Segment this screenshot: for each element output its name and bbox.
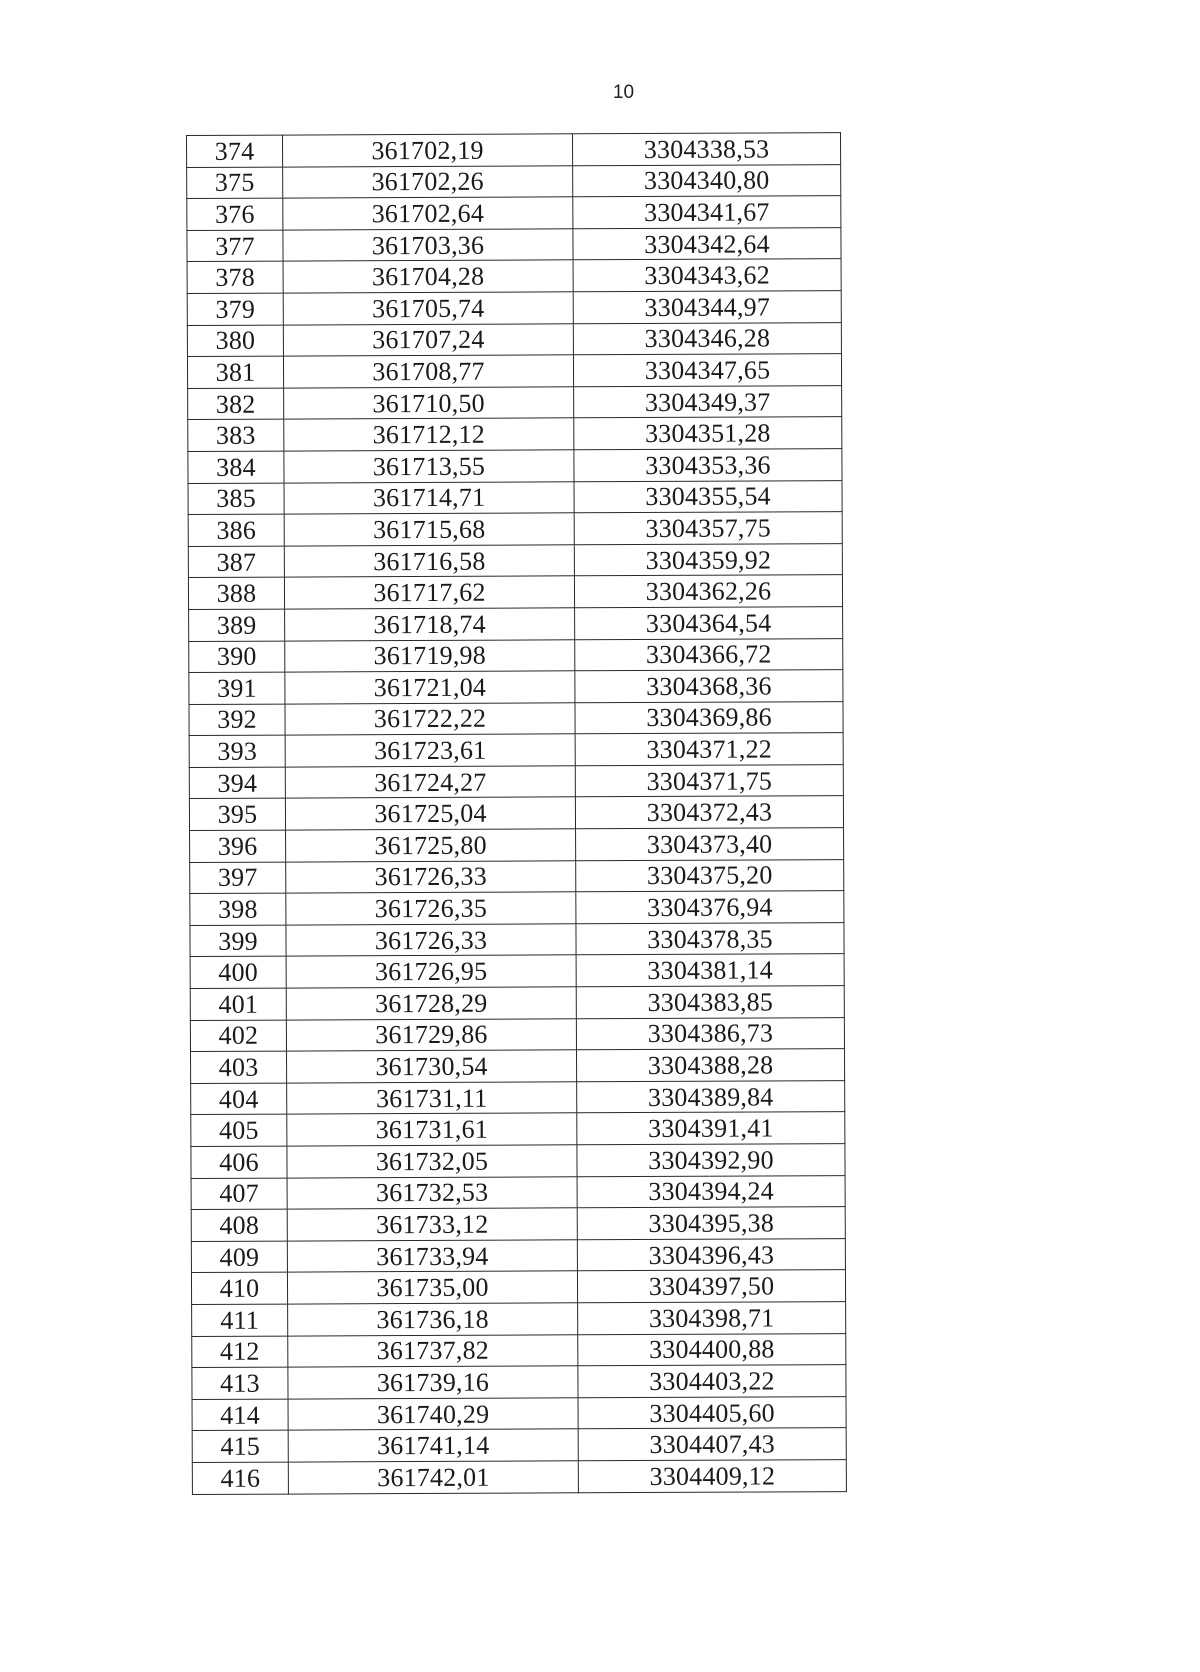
point-number-cell: 395 xyxy=(189,799,285,831)
table-row xyxy=(192,1302,846,1336)
point-number-cell: 402 xyxy=(190,1020,286,1052)
x-coordinate-cell: 361719,98 xyxy=(285,639,575,672)
y-coordinate-cell: 3304371,22 xyxy=(575,733,843,766)
point-number-cell: 375 xyxy=(187,167,283,199)
table-row xyxy=(190,922,844,956)
y-coordinate-cell: 3304371,75 xyxy=(575,765,843,798)
x-coordinate-cell: 361702,64 xyxy=(283,197,573,230)
point-number-cell: 390 xyxy=(189,641,285,673)
x-coordinate-cell: 361723,61 xyxy=(285,734,575,767)
x-coordinate-cell: 361726,35 xyxy=(286,892,576,925)
y-coordinate-cell: 3304394,24 xyxy=(577,1175,845,1208)
table-row xyxy=(192,1333,846,1367)
y-coordinate-cell: 3304362,26 xyxy=(574,575,842,608)
table-row xyxy=(191,1270,845,1304)
point-number-cell: 380 xyxy=(187,325,283,357)
point-number-cell: 392 xyxy=(189,704,285,736)
x-coordinate-cell: 361725,80 xyxy=(286,829,576,862)
x-coordinate-cell: 361703,36 xyxy=(283,229,573,262)
point-number-cell: 414 xyxy=(192,1399,288,1431)
x-coordinate-cell: 361737,82 xyxy=(288,1334,578,1367)
table-row xyxy=(187,196,841,230)
table-row xyxy=(191,1080,845,1114)
point-number-cell: 383 xyxy=(188,419,284,451)
point-number-cell: 379 xyxy=(187,293,283,325)
point-number-cell: 412 xyxy=(192,1336,288,1368)
point-number-cell: 403 xyxy=(190,1051,286,1083)
point-number-cell: 410 xyxy=(191,1272,287,1304)
x-coordinate-cell: 361728,29 xyxy=(286,987,576,1020)
x-coordinate-cell: 361715,68 xyxy=(284,513,574,546)
y-coordinate-cell: 3304373,40 xyxy=(576,828,844,861)
y-coordinate-cell: 3304347,65 xyxy=(573,354,841,387)
y-coordinate-cell: 3304366,72 xyxy=(575,638,843,671)
x-coordinate-cell: 361716,58 xyxy=(284,545,574,578)
y-coordinate-cell: 3304340,80 xyxy=(573,164,841,197)
table-row xyxy=(188,449,842,483)
x-coordinate-cell: 361731,61 xyxy=(287,1113,577,1146)
point-number-cell: 382 xyxy=(188,388,284,420)
point-number-cell: 384 xyxy=(188,451,284,483)
table-row xyxy=(187,291,841,325)
y-coordinate-cell: 3304346,28 xyxy=(573,322,841,355)
y-coordinate-cell: 3304376,94 xyxy=(576,891,844,924)
y-coordinate-cell: 3304341,67 xyxy=(573,196,841,229)
point-number-cell: 381 xyxy=(187,356,283,388)
table-row xyxy=(189,670,843,704)
y-coordinate-cell: 3304355,54 xyxy=(574,480,842,513)
point-number-cell: 404 xyxy=(191,1083,287,1115)
x-coordinate-cell: 361741,14 xyxy=(288,1429,578,1462)
x-coordinate-cell: 361729,86 xyxy=(286,1018,576,1051)
table-row xyxy=(192,1396,846,1430)
point-number-cell: 411 xyxy=(192,1304,288,1336)
x-coordinate-cell: 361718,74 xyxy=(285,608,575,641)
x-coordinate-cell: 361708,77 xyxy=(283,355,573,388)
y-coordinate-cell: 3304357,75 xyxy=(574,512,842,545)
x-coordinate-cell: 361714,71 xyxy=(284,481,574,514)
table-row xyxy=(192,1428,846,1462)
table-row xyxy=(187,164,841,198)
x-coordinate-cell: 361710,50 xyxy=(284,387,574,420)
y-coordinate-cell: 3304353,36 xyxy=(574,449,842,482)
table-row xyxy=(190,828,844,862)
point-number-cell: 396 xyxy=(190,830,286,862)
x-coordinate-cell: 361731,11 xyxy=(287,1082,577,1115)
y-coordinate-cell: 3304395,38 xyxy=(577,1207,845,1240)
y-coordinate-cell: 3304375,20 xyxy=(576,859,844,892)
table-row xyxy=(189,638,843,672)
x-coordinate-cell: 361726,33 xyxy=(286,860,576,893)
x-coordinate-cell: 361717,62 xyxy=(284,576,574,609)
y-coordinate-cell: 3304403,22 xyxy=(578,1365,846,1398)
table-row xyxy=(190,1049,844,1083)
point-number-cell: 401 xyxy=(190,988,286,1020)
table-row xyxy=(192,1460,846,1494)
point-number-cell: 406 xyxy=(191,1146,287,1178)
table-row xyxy=(187,133,841,167)
x-coordinate-cell: 361704,28 xyxy=(283,260,573,293)
y-coordinate-cell: 3304398,71 xyxy=(578,1302,846,1335)
table-row xyxy=(191,1144,845,1178)
table-row xyxy=(190,891,844,925)
x-coordinate-cell: 361713,55 xyxy=(284,450,574,483)
x-coordinate-cell: 361735,00 xyxy=(287,1271,577,1304)
y-coordinate-cell: 3304378,35 xyxy=(576,922,844,955)
y-coordinate-cell: 3304368,36 xyxy=(575,670,843,703)
table-row xyxy=(191,1175,845,1209)
y-coordinate-cell: 3304342,64 xyxy=(573,227,841,260)
y-coordinate-cell: 3304349,37 xyxy=(574,385,842,418)
y-coordinate-cell: 3304364,54 xyxy=(575,607,843,640)
point-number-cell: 387 xyxy=(188,546,284,578)
y-coordinate-cell: 3304407,43 xyxy=(578,1428,846,1461)
x-coordinate-cell: 361733,94 xyxy=(287,1240,577,1273)
point-number-cell: 377 xyxy=(187,230,283,262)
x-coordinate-cell: 361742,01 xyxy=(288,1461,578,1494)
table-row xyxy=(192,1365,846,1399)
x-coordinate-cell: 361707,24 xyxy=(283,323,573,356)
table-row xyxy=(190,859,844,893)
x-coordinate-cell: 361730,54 xyxy=(286,1050,576,1083)
x-coordinate-cell: 361736,18 xyxy=(288,1303,578,1336)
point-number-cell: 393 xyxy=(189,735,285,767)
x-coordinate-cell: 361722,22 xyxy=(285,702,575,735)
point-number-cell: 405 xyxy=(191,1114,287,1146)
y-coordinate-cell: 3304369,86 xyxy=(575,701,843,734)
table-row xyxy=(189,701,843,735)
x-coordinate-cell: 361712,12 xyxy=(284,418,574,451)
y-coordinate-cell: 3304359,92 xyxy=(574,543,842,576)
y-coordinate-cell: 3304389,84 xyxy=(577,1080,845,1113)
y-coordinate-cell: 3304391,41 xyxy=(577,1112,845,1145)
y-coordinate-cell: 3304351,28 xyxy=(574,417,842,450)
y-coordinate-cell: 3304388,28 xyxy=(576,1049,844,1082)
table-row xyxy=(190,954,844,988)
y-coordinate-cell: 3304383,85 xyxy=(576,986,844,1019)
x-coordinate-cell: 361739,16 xyxy=(288,1366,578,1399)
point-number-cell: 376 xyxy=(187,198,283,230)
point-number-cell: 386 xyxy=(188,514,284,546)
y-coordinate-cell: 3304372,43 xyxy=(575,796,843,829)
x-coordinate-cell: 361702,19 xyxy=(283,134,573,167)
table-row xyxy=(187,322,841,356)
y-coordinate-cell: 3304343,62 xyxy=(573,259,841,292)
x-coordinate-cell: 361732,53 xyxy=(287,1176,577,1209)
point-number-cell: 408 xyxy=(191,1209,287,1241)
x-coordinate-cell: 361702,26 xyxy=(283,165,573,198)
y-coordinate-cell: 3304400,88 xyxy=(578,1333,846,1366)
table-row xyxy=(188,385,842,419)
point-number-cell: 374 xyxy=(187,135,283,167)
table-row xyxy=(189,733,843,767)
y-coordinate-cell: 3304338,53 xyxy=(572,133,840,166)
point-number-cell: 388 xyxy=(188,577,284,609)
x-coordinate-cell: 361705,74 xyxy=(283,292,573,325)
point-number-cell: 397 xyxy=(190,862,286,894)
table-row xyxy=(190,986,844,1020)
x-coordinate-cell: 361721,04 xyxy=(285,671,575,704)
table-row xyxy=(188,512,842,546)
page-number: 10 xyxy=(612,82,635,103)
x-coordinate-cell: 361726,33 xyxy=(286,924,576,957)
table-row xyxy=(187,259,841,293)
x-coordinate-cell: 361724,27 xyxy=(285,766,575,799)
point-number-cell: 385 xyxy=(188,483,284,515)
table-row xyxy=(187,354,841,388)
table-row xyxy=(189,765,843,799)
y-coordinate-cell: 3304381,14 xyxy=(576,954,844,987)
x-coordinate-cell: 361725,04 xyxy=(285,797,575,830)
point-number-cell: 391 xyxy=(189,672,285,704)
y-coordinate-cell: 3304405,60 xyxy=(578,1396,846,1429)
point-number-cell: 413 xyxy=(192,1367,288,1399)
table-row xyxy=(187,227,841,261)
table-row xyxy=(191,1238,845,1272)
table-row xyxy=(188,480,842,514)
table-row xyxy=(188,543,842,577)
point-number-cell: 398 xyxy=(190,893,286,925)
point-number-cell: 399 xyxy=(190,925,286,957)
table-row xyxy=(191,1207,845,1241)
y-coordinate-cell: 3304397,50 xyxy=(577,1270,845,1303)
x-coordinate-cell: 361740,29 xyxy=(288,1398,578,1431)
y-coordinate-cell: 3304409,12 xyxy=(578,1460,846,1493)
point-number-cell: 416 xyxy=(192,1462,288,1494)
y-coordinate-cell: 3304344,97 xyxy=(573,291,841,324)
point-number-cell: 407 xyxy=(191,1178,287,1210)
table-row xyxy=(189,796,843,830)
x-coordinate-cell: 361733,12 xyxy=(287,1208,577,1241)
y-coordinate-cell: 3304386,73 xyxy=(576,1017,844,1050)
table-row xyxy=(189,607,843,641)
y-coordinate-cell: 3304396,43 xyxy=(577,1238,845,1271)
table-row xyxy=(191,1112,845,1146)
point-number-cell: 378 xyxy=(187,261,283,293)
coordinates-table xyxy=(186,132,847,1494)
point-number-cell: 415 xyxy=(192,1430,288,1462)
point-number-cell: 400 xyxy=(190,957,286,989)
point-number-cell: 389 xyxy=(189,609,285,641)
point-number-cell: 394 xyxy=(189,767,285,799)
y-coordinate-cell: 3304392,90 xyxy=(577,1144,845,1177)
table-row xyxy=(188,575,842,609)
table-row xyxy=(188,417,842,451)
table-row xyxy=(190,1017,844,1051)
point-number-cell: 409 xyxy=(191,1241,287,1273)
x-coordinate-cell: 361732,05 xyxy=(287,1145,577,1178)
x-coordinate-cell: 361726,95 xyxy=(286,955,576,988)
coordinates-table-body xyxy=(187,133,847,1494)
